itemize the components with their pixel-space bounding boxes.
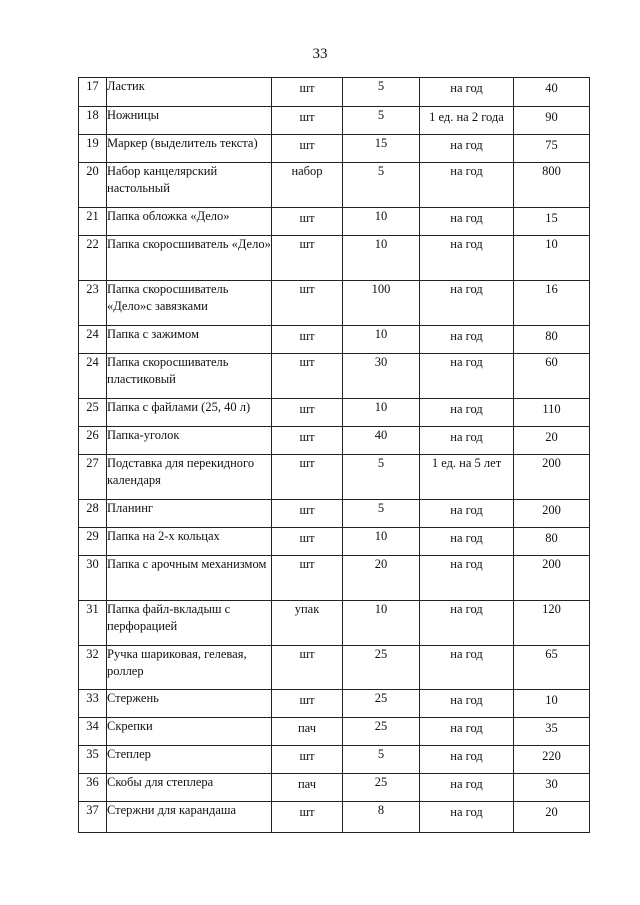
- item-quantity: 10: [343, 236, 420, 281]
- item-price: 16: [514, 281, 590, 326]
- row-number: 31: [79, 601, 107, 646]
- item-name: Ножницы: [107, 107, 272, 135]
- row-number: 25: [79, 399, 107, 427]
- item-name: Папка скоросшиватель «Дело»с завязками: [107, 281, 272, 326]
- item-period: на год: [420, 774, 514, 802]
- table-row: [79, 281, 590, 326]
- table-row: [79, 455, 590, 500]
- item-name: Папка с зажимом: [107, 326, 272, 354]
- item-name: Стержни для карандаша: [107, 802, 272, 833]
- table-row: [79, 802, 590, 833]
- item-period: на год: [420, 354, 514, 399]
- item-price: 20: [514, 427, 590, 455]
- table-row: [79, 500, 590, 528]
- item-period: на год: [420, 208, 514, 236]
- item-price: 65: [514, 646, 590, 690]
- item-unit: шт: [272, 326, 343, 354]
- item-name: Папка на 2-х кольцах: [107, 528, 272, 556]
- row-number: 36: [79, 774, 107, 802]
- item-unit: пач: [272, 774, 343, 802]
- item-unit: шт: [272, 236, 343, 281]
- item-period: на год: [420, 399, 514, 427]
- item-period: на год: [420, 326, 514, 354]
- item-period: на год: [420, 718, 514, 746]
- item-unit: шт: [272, 746, 343, 774]
- item-price: 80: [514, 528, 590, 556]
- item-name: Ластик: [107, 78, 272, 107]
- supplies-table: [78, 77, 590, 833]
- item-period: на год: [420, 528, 514, 556]
- row-number: 24: [79, 326, 107, 354]
- item-unit: пач: [272, 718, 343, 746]
- item-quantity: 10: [343, 208, 420, 236]
- row-number: 19: [79, 135, 107, 163]
- table-row: [79, 646, 590, 690]
- item-quantity: 25: [343, 774, 420, 802]
- item-quantity: 20: [343, 556, 420, 601]
- item-unit: шт: [272, 455, 343, 500]
- item-unit: шт: [272, 528, 343, 556]
- row-number: 27: [79, 455, 107, 500]
- table-row: [79, 163, 590, 208]
- row-number: 20: [79, 163, 107, 208]
- item-quantity: 5: [343, 78, 420, 107]
- item-period: на год: [420, 802, 514, 833]
- item-unit: шт: [272, 354, 343, 399]
- item-quantity: 25: [343, 718, 420, 746]
- row-number: 22: [79, 236, 107, 281]
- item-unit: шт: [272, 135, 343, 163]
- item-period: на год: [420, 135, 514, 163]
- item-period: на год: [420, 163, 514, 208]
- item-period: 1 ед. на 2 года: [420, 107, 514, 135]
- row-number: 28: [79, 500, 107, 528]
- item-quantity: 8: [343, 802, 420, 833]
- item-unit: шт: [272, 208, 343, 236]
- item-unit: шт: [272, 500, 343, 528]
- row-number: 17: [79, 78, 107, 107]
- item-period: 1 ед. на 5 лет: [420, 455, 514, 500]
- table-row: [79, 690, 590, 718]
- item-name: Стержень: [107, 690, 272, 718]
- row-number: 34: [79, 718, 107, 746]
- item-unit: набор: [272, 163, 343, 208]
- item-price: 15: [514, 208, 590, 236]
- item-price: 800: [514, 163, 590, 208]
- item-price: 35: [514, 718, 590, 746]
- item-price: 220: [514, 746, 590, 774]
- table-row: [79, 208, 590, 236]
- item-name: Подставка для перекидного календаря: [107, 455, 272, 500]
- item-period: на год: [420, 281, 514, 326]
- item-unit: шт: [272, 78, 343, 107]
- item-name: Ручка шариковая, гелевая, роллер: [107, 646, 272, 690]
- item-quantity: 5: [343, 107, 420, 135]
- row-number: 32: [79, 646, 107, 690]
- item-name: Папка скоросшиватель пластиковый: [107, 354, 272, 399]
- item-name: Набор канцелярский настольный: [107, 163, 272, 208]
- item-unit: шт: [272, 107, 343, 135]
- table-row: [79, 427, 590, 455]
- row-number: 23: [79, 281, 107, 326]
- item-name: Папка обложка «Дело»: [107, 208, 272, 236]
- item-quantity: 25: [343, 690, 420, 718]
- table-row: [79, 774, 590, 802]
- page-number: 33: [312, 46, 328, 62]
- item-price: 120: [514, 601, 590, 646]
- item-price: 200: [514, 455, 590, 500]
- item-price: 20: [514, 802, 590, 833]
- item-quantity: 100: [343, 281, 420, 326]
- table-row: [79, 354, 590, 399]
- table-row: [79, 236, 590, 281]
- item-name: Скрепки: [107, 718, 272, 746]
- item-quantity: 10: [343, 399, 420, 427]
- item-price: 10: [514, 690, 590, 718]
- item-name: Планинг: [107, 500, 272, 528]
- item-period: на год: [420, 746, 514, 774]
- row-number: 29: [79, 528, 107, 556]
- item-unit: шт: [272, 281, 343, 326]
- item-quantity: 10: [343, 326, 420, 354]
- item-quantity: 30: [343, 354, 420, 399]
- item-name: Скобы для степлера: [107, 774, 272, 802]
- item-name: Папка скоросшиватель «Дело»: [107, 236, 272, 281]
- table-row: [79, 326, 590, 354]
- item-unit: упак: [272, 601, 343, 646]
- item-period: на год: [420, 601, 514, 646]
- item-quantity: 5: [343, 746, 420, 774]
- item-period: на год: [420, 646, 514, 690]
- row-number: 24: [79, 354, 107, 399]
- item-price: 60: [514, 354, 590, 399]
- item-price: 40: [514, 78, 590, 107]
- supplies-table-body: [79, 78, 590, 833]
- item-price: 75: [514, 135, 590, 163]
- item-period: на год: [420, 236, 514, 281]
- item-name: Папка файл-вкладыш с перфорацией: [107, 601, 272, 646]
- row-number: 35: [79, 746, 107, 774]
- table-row: [79, 601, 590, 646]
- item-quantity: 5: [343, 163, 420, 208]
- table-row: [79, 78, 590, 107]
- table-row: [79, 528, 590, 556]
- row-number: 30: [79, 556, 107, 601]
- item-quantity: 40: [343, 427, 420, 455]
- table-row: [79, 107, 590, 135]
- item-unit: шт: [272, 646, 343, 690]
- item-quantity: 5: [343, 455, 420, 500]
- item-name: Маркер (выделитель текста): [107, 135, 272, 163]
- item-price: 110: [514, 399, 590, 427]
- item-unit: шт: [272, 802, 343, 833]
- row-number: 21: [79, 208, 107, 236]
- item-period: на год: [420, 78, 514, 107]
- table-row: [79, 399, 590, 427]
- item-unit: шт: [272, 556, 343, 601]
- item-period: на год: [420, 500, 514, 528]
- item-name: Папка с арочным механизмом: [107, 556, 272, 601]
- row-number: 18: [79, 107, 107, 135]
- item-period: на год: [420, 690, 514, 718]
- item-quantity: 15: [343, 135, 420, 163]
- item-quantity: 10: [343, 601, 420, 646]
- table-row: [79, 718, 590, 746]
- item-quantity: 10: [343, 528, 420, 556]
- item-price: 30: [514, 774, 590, 802]
- item-period: на год: [420, 427, 514, 455]
- row-number: 26: [79, 427, 107, 455]
- item-name: Папка с файлами (25, 40 л): [107, 399, 272, 427]
- row-number: 37: [79, 802, 107, 833]
- item-price: 90: [514, 107, 590, 135]
- table-row: [79, 135, 590, 163]
- item-name: Папка-уголок: [107, 427, 272, 455]
- item-name: Степлер: [107, 746, 272, 774]
- item-unit: шт: [272, 399, 343, 427]
- table-row: [79, 746, 590, 774]
- item-price: 10: [514, 236, 590, 281]
- item-unit: шт: [272, 427, 343, 455]
- item-unit: шт: [272, 690, 343, 718]
- item-price: 80: [514, 326, 590, 354]
- row-number: 33: [79, 690, 107, 718]
- item-quantity: 25: [343, 646, 420, 690]
- item-price: 200: [514, 556, 590, 601]
- item-period: на год: [420, 556, 514, 601]
- item-price: 200: [514, 500, 590, 528]
- item-quantity: 5: [343, 500, 420, 528]
- table-row: [79, 556, 590, 601]
